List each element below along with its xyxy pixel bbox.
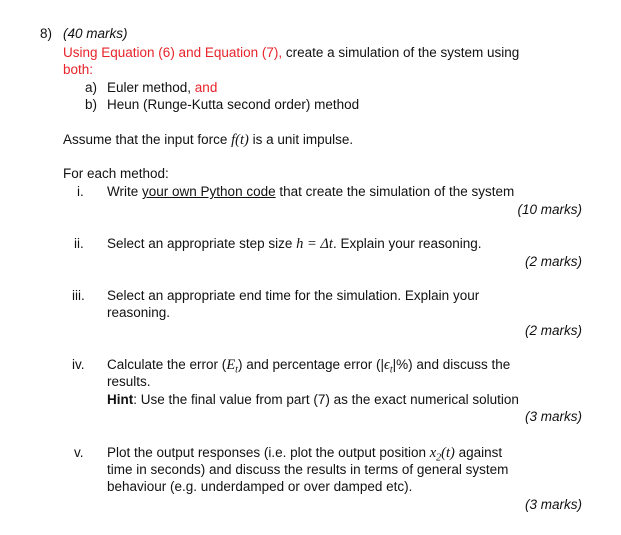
percent-error-subscript: t bbox=[389, 364, 393, 376]
part-ii-text-after: . Explain your reasoning. bbox=[332, 236, 482, 251]
input-force-math: f(t) bbox=[231, 132, 249, 148]
part-ii-numeral: ii. bbox=[74, 236, 84, 251]
part-ii-marks: (2 marks) bbox=[525, 254, 582, 269]
intro-line-2: both: bbox=[63, 62, 94, 77]
part-iv-hint bbox=[107, 392, 519, 408]
method-a-and: and bbox=[191, 80, 218, 95]
error-symbol: E bbox=[226, 357, 236, 373]
step-size-math: h = Δt bbox=[296, 236, 333, 252]
part-i-numeral: i. bbox=[77, 184, 84, 199]
part-ii-text bbox=[107, 236, 482, 252]
method-a-prefix: a) bbox=[85, 80, 98, 95]
part-iii-line-2: reasoning. bbox=[107, 305, 171, 320]
assumption-text-after: is a unit impulse. bbox=[248, 132, 354, 147]
assumption-text-before: Assume that the input force bbox=[63, 132, 232, 147]
part-ii-text-before: Select an appropriate step size bbox=[107, 236, 297, 251]
method-b-prefix: b) bbox=[85, 97, 98, 112]
part-iv-text-2: ) and percentage error (| bbox=[237, 357, 385, 372]
method-a-label bbox=[107, 80, 217, 96]
part-v-text-2: against bbox=[454, 445, 503, 460]
part-i-marks: (10 marks) bbox=[517, 202, 582, 217]
part-iii-line-1: Select an appropriate end time for the simulation. Explain your bbox=[107, 288, 480, 303]
part-iii-numeral: iii. bbox=[72, 288, 85, 303]
part-i-text bbox=[107, 184, 514, 200]
intro-red-text: Using Equation (6) and Equation (7), bbox=[63, 45, 283, 60]
method-a-text: Euler method, bbox=[107, 80, 192, 95]
part-iii-marks: (2 marks) bbox=[525, 323, 582, 338]
part-iv-numeral: iv. bbox=[72, 357, 85, 372]
part-v-line-3: behaviour (e.g. underdamped or over damped etc). bbox=[107, 479, 413, 494]
part-v-text-1: Plot the output responses (i.e. plot the output position bbox=[107, 445, 430, 460]
part-v-marks: (3 marks) bbox=[525, 497, 582, 512]
percent-error-symbol: ϵ bbox=[384, 357, 390, 373]
intro-line-1 bbox=[63, 45, 519, 61]
part-iv-line-2: results. bbox=[107, 374, 151, 389]
part-v-line-2: time in seconds) and discuss the results in terms of general system bbox=[107, 462, 509, 477]
question-number: 8) bbox=[40, 26, 53, 41]
part-i-underlined: your own Python code bbox=[142, 184, 276, 199]
question-total-marks: (40 marks) bbox=[63, 26, 128, 41]
for-each-method: For each method: bbox=[63, 166, 169, 181]
method-b-text: Heun (Runge-Kutta second order) method bbox=[107, 97, 360, 112]
error-subscript: t bbox=[235, 364, 238, 376]
part-iv-marks: (3 marks) bbox=[525, 409, 582, 424]
hint-text: : Use the final value from part (7) as the exact numerical solution bbox=[133, 392, 519, 407]
part-iv-text-1: Calculate the error ( bbox=[107, 357, 227, 372]
position-subscript: 2 bbox=[436, 452, 442, 464]
part-i-text-after: that create the simulation of the system bbox=[275, 184, 515, 199]
part-v-numeral: v. bbox=[74, 445, 84, 460]
part-iv-text-3: |%) and discuss the bbox=[392, 357, 511, 372]
position-argument: (t) bbox=[441, 445, 455, 461]
intro-black-text: create a simulation of the system using bbox=[282, 45, 520, 60]
assumption-line bbox=[63, 132, 353, 148]
part-i-text-before: Write bbox=[107, 184, 143, 199]
part-iv-line-1 bbox=[107, 357, 510, 379]
hint-label: Hint bbox=[107, 392, 134, 407]
position-symbol: x bbox=[429, 445, 437, 461]
